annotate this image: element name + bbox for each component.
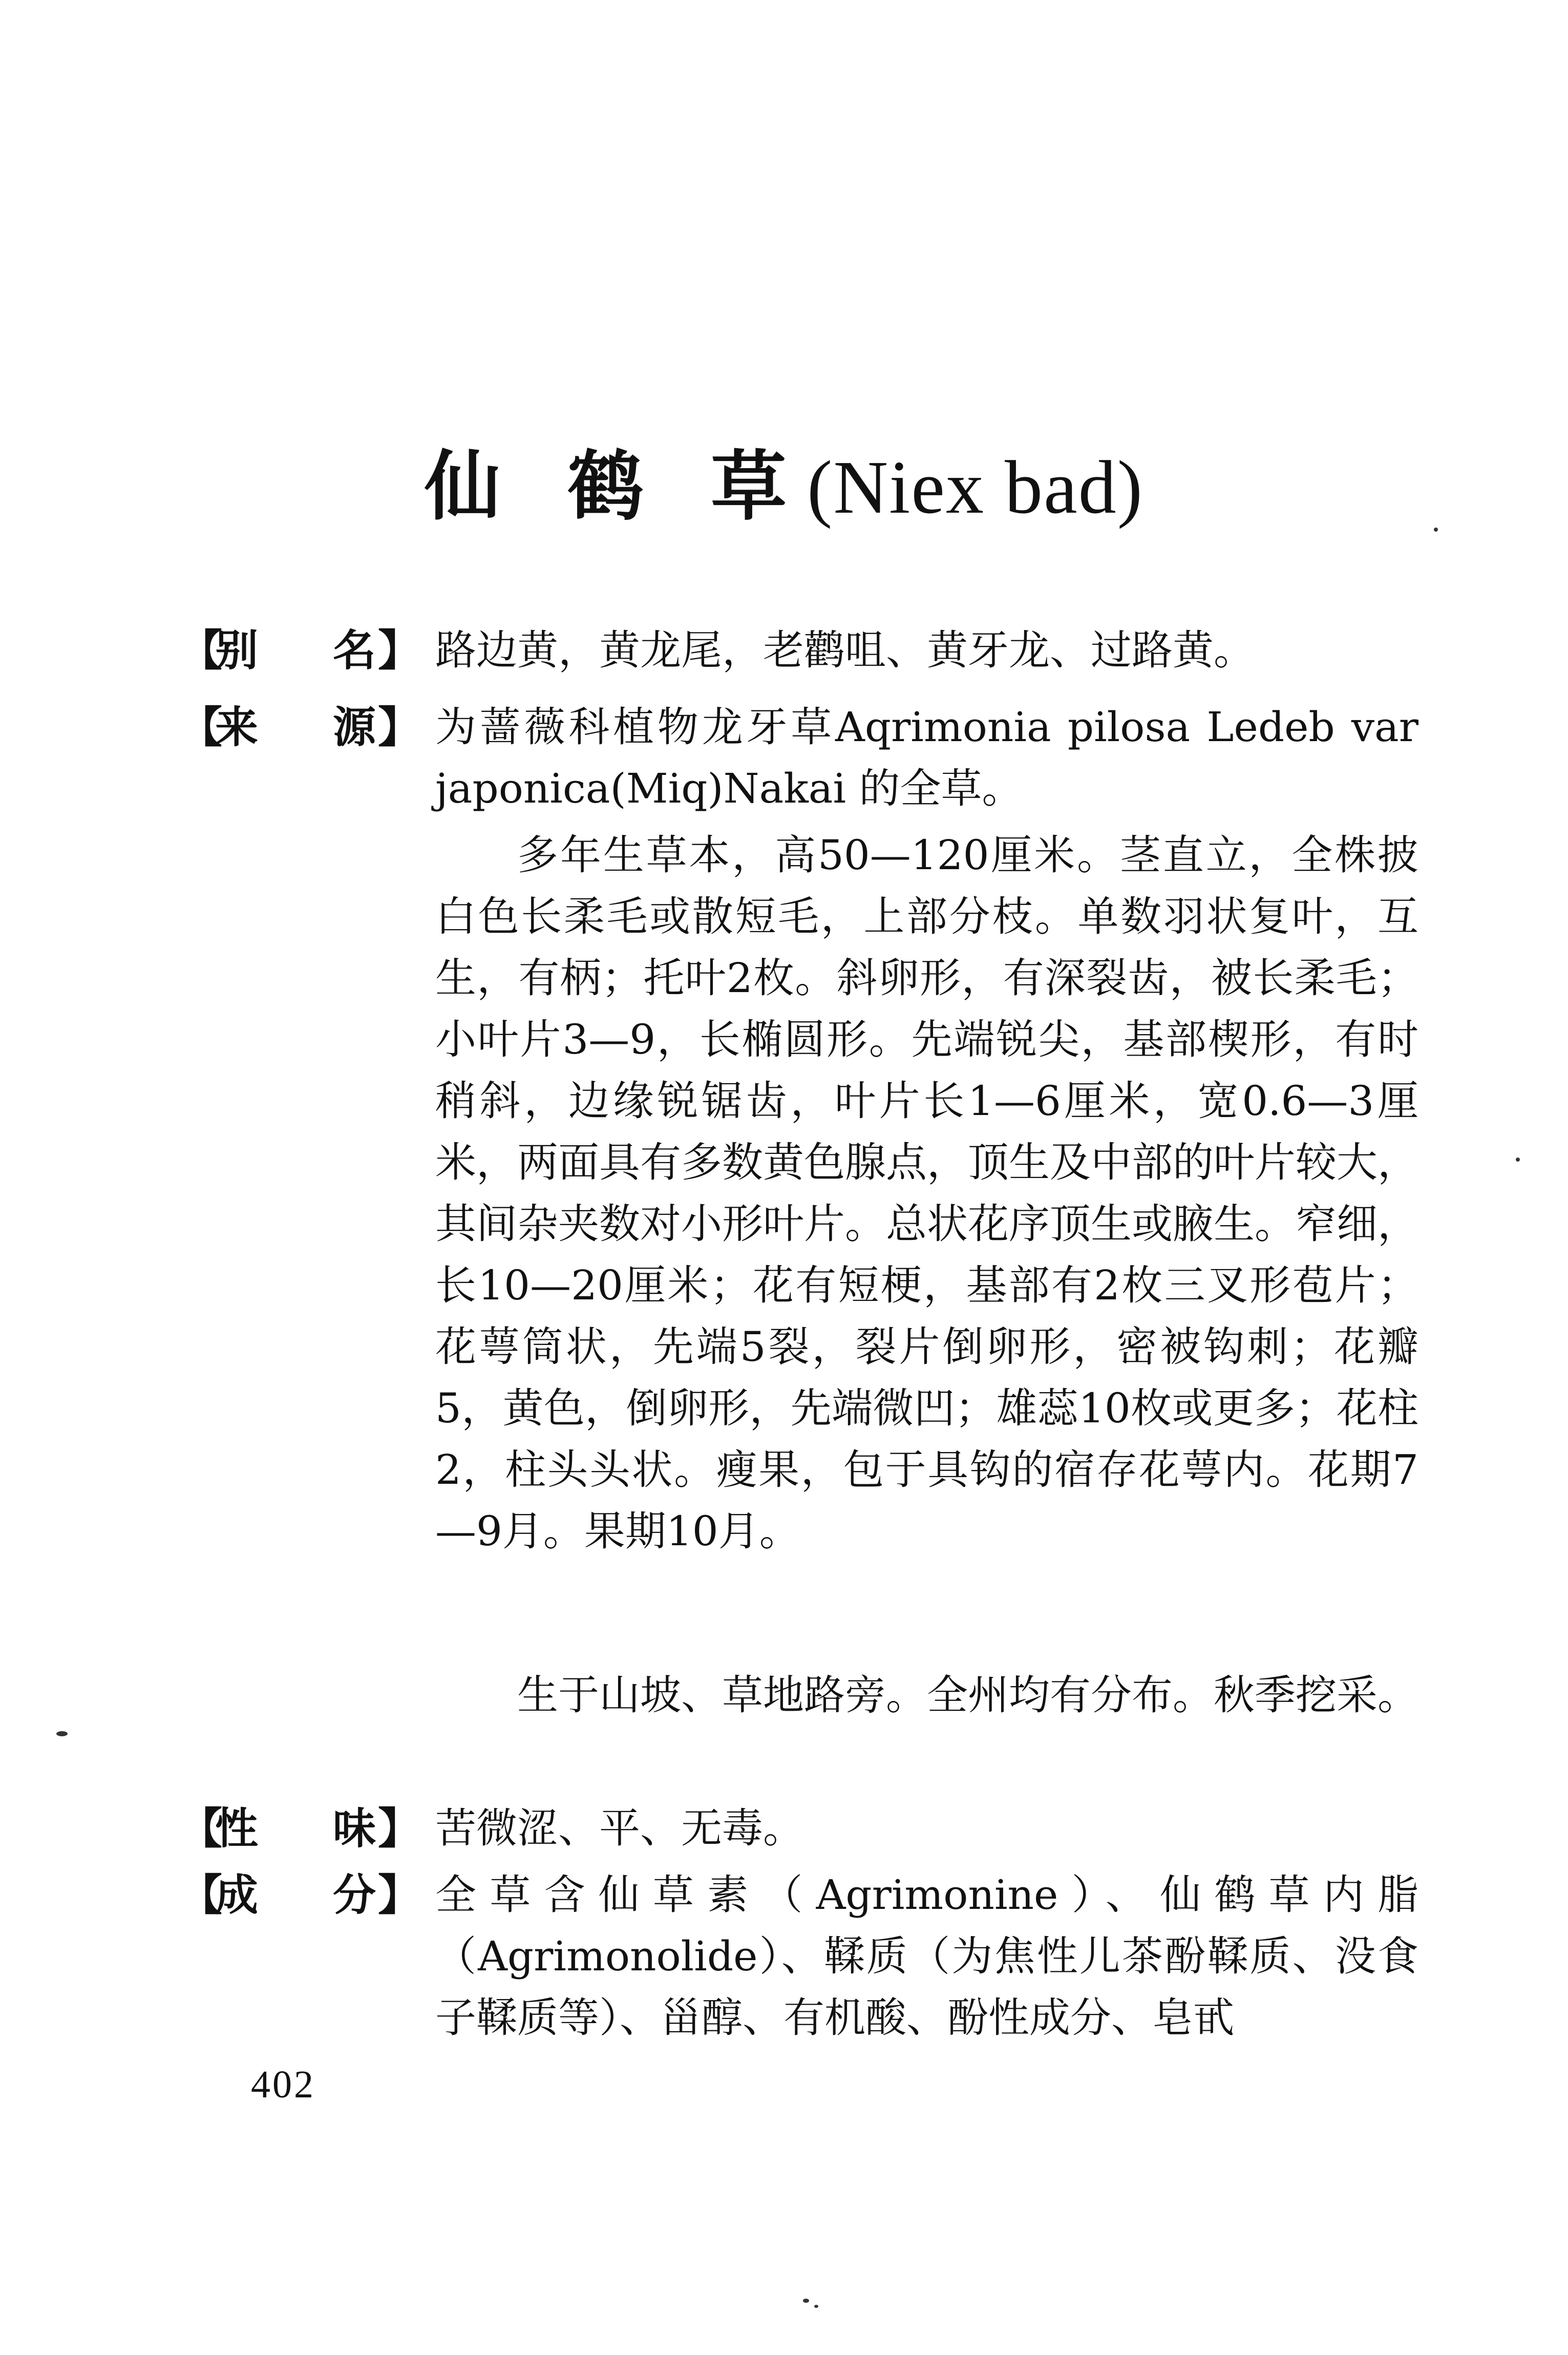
label-char: 味 [333, 1803, 376, 1854]
label-bracket-right: 】 [378, 1803, 421, 1854]
label-char: 分 [333, 1870, 376, 1920]
title-chinese: 仙 鹤 草 [424, 443, 808, 531]
habitat-paragraph: 生于山坡、草地路旁。全州均有分布。秋季挖采。 [517, 1671, 1418, 1719]
label-bracket-right: 】 [378, 625, 421, 676]
description-paragraph: 多年生草本，高50—120厘米。茎直立，全株披白色长柔毛或散短毛，上部分枝。单数羽状复叶，互生，有柄；托叶2枚。斜卵形，有深裂齿，被长柔毛；小叶片3—9，长椭圆形。先端锐尖，基部楔形，有时稍斜，边缘锐锯齿，叶片长1—6厘米，宽0.6—3厘米，两面具有多数黄色腺点，顶生及中部的叶片较大，其间杂夹数对小形叶片。总状花序顶生或腋生。窄细，长10—20厘米；花有短梗，基部有2枚三叉形苞片；花萼筒状，先端5裂，裂片倒卵形，密被钩刺；花瓣5，黄色，倒卵形，先端微凹；雄蕊10枚或更多；花柱2，柱头头状。瘦果，包于具钩的宿存花萼内。花期7—9月。果期10月。 [435, 831, 1418, 1555]
label-bracket-left: 【 [179, 1803, 223, 1854]
label-char: 性 [215, 1803, 259, 1854]
label-bracket-left: 【 [179, 625, 223, 676]
scan-speck [56, 1731, 68, 1736]
label-char: 来 [215, 702, 259, 752]
nature-text: 苦微涩、平、无毒。 [435, 1804, 804, 1852]
label-char: 名 [333, 625, 376, 676]
label-bracket-right: 】 [378, 702, 421, 752]
label-char: 别 [215, 625, 259, 676]
source-text: 为蔷薇科植物龙牙草Aqrimonia pilosa Ledeb var japonica(Miq)Nakai 的全草。 [435, 703, 1418, 812]
title-pinyin: (Niex bad) [807, 446, 1143, 530]
scan-speck [1516, 1158, 1520, 1162]
scan-speck [814, 2305, 818, 2308]
composition-text: 全草含仙草素（Agrimonine）、仙鹤草内脂（Agrimonolide）、鞣质（为焦性儿茶酚鞣质、没食子鞣质等）、甾醇、有机酸、酚性成分、皂甙 [435, 1871, 1418, 2042]
page-number: 402 [251, 2063, 315, 2106]
label-bracket-left: 【 [179, 1870, 223, 1920]
alias-text: 路边黄，黄龙尾，老鹳咀、黄牙龙、过路黄。 [435, 626, 1255, 674]
entry-title [0, 440, 1568, 534]
scan-speck [803, 2299, 809, 2303]
scan-speck [1434, 528, 1438, 532]
label-bracket-right: 】 [378, 1870, 421, 1920]
label-char: 源 [333, 702, 376, 752]
label-bracket-left: 【 [179, 702, 223, 752]
label-char: 成 [215, 1870, 259, 1920]
